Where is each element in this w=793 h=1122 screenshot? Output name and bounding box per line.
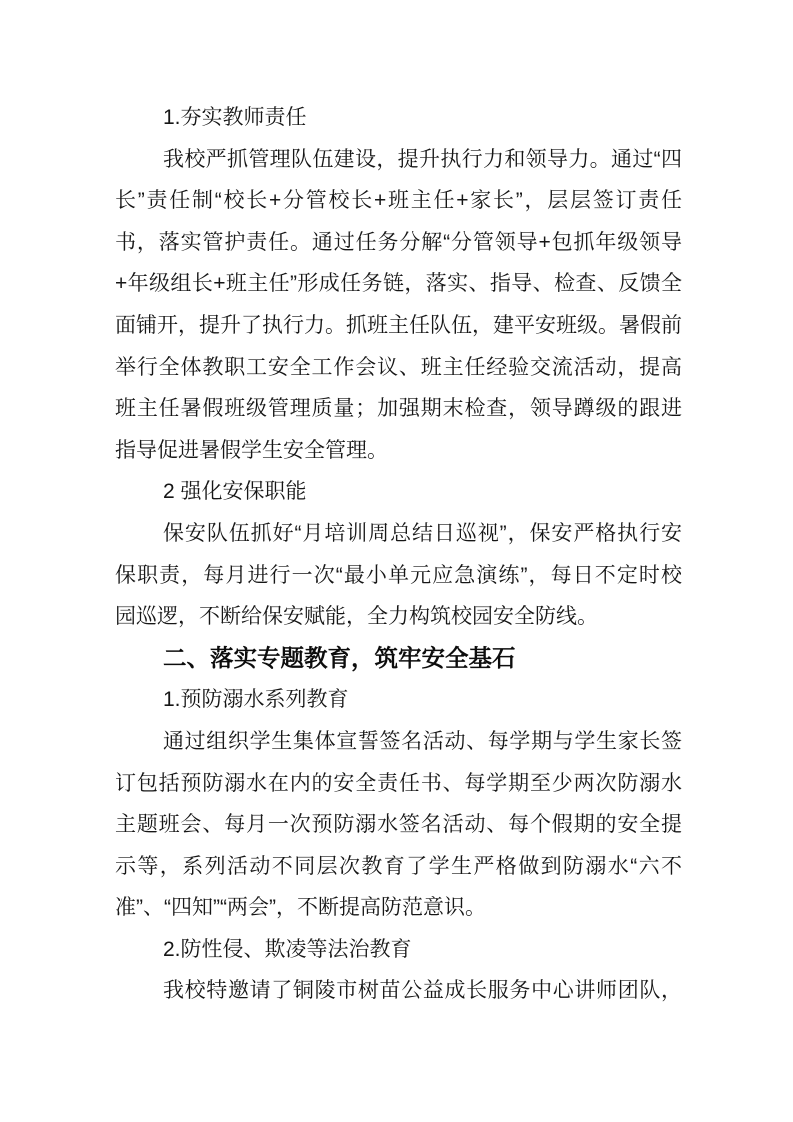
section-heading-special-education: 二、落实专题教育，筑牢安全基石 <box>163 644 516 671</box>
paragraph-line: 我校特邀请了铜陵市树苗公益成长服务中心讲师团队， <box>163 979 682 1003</box>
paragraph-line: 保安队伍抓好“月培训周总结日巡视”，保安严格执行安 <box>163 521 682 545</box>
subheading-teacher-responsibility: 1.夯实教师责任 <box>163 106 307 129</box>
paragraph-line: 保职责，每月进行一次“最小单元应急演练”，每日不定时校 <box>115 563 682 587</box>
paragraph-line: 主题班会、每月一次预防溺水签名活动、每个假期的安全提 <box>115 813 682 837</box>
paragraph-line: +年级组长+班主任”形成任务链，落实、指导、检查、反馈全 <box>115 272 682 296</box>
paragraph-line: 班主任暑假班级管理质量；加强期末检查，领导蹲级的跟进 <box>115 397 682 421</box>
paragraph-line: 举行全体教职工安全工作会议、班主任经验交流活动，提高 <box>115 355 682 379</box>
subheading-legal-education: 2.防性侵、欺凌等法治教育 <box>163 937 412 961</box>
paragraph-line: 通过组织学生集体宣誓签名活动、每学期与学生家长签 <box>163 729 682 753</box>
document-text-block <box>115 97 682 1012</box>
paragraph-line: 长”责任制“校长+分管校长+班主任+家长”，层层签订责任 <box>115 189 682 213</box>
paragraph-line: 面铺开，提升了执行力。抓班主任队伍，建平安班级。暑假前 <box>115 313 682 337</box>
subheading-security-role: 2 强化安保职能 <box>163 480 307 504</box>
paragraph-line: 书，落实管护责任。通过任务分解“分管领导+包抓年级领导 <box>115 230 682 254</box>
subheading-drowning-prevention: 1.预防溺水系列教育 <box>163 688 349 712</box>
paragraph-line: 准”、“四知”“两会”，不断提高防范意识。 <box>115 896 486 920</box>
paragraph-line: 园巡逻，不断给保安赋能，全力构筑校园安全防线。 <box>115 605 598 629</box>
paragraph-line: 订包括预防溺水在内的安全责任书、每学期至少两次防溺水 <box>115 771 682 795</box>
paragraph-line: 指导促进暑假学生安全管理。 <box>115 438 388 462</box>
paragraph-line: 我校严抓管理队伍建设，提升执行力和领导力。通过“四 <box>163 147 682 171</box>
paragraph-line: 示等，系列活动不同层次教育了学生严格做到防溺水“六不 <box>115 854 682 878</box>
